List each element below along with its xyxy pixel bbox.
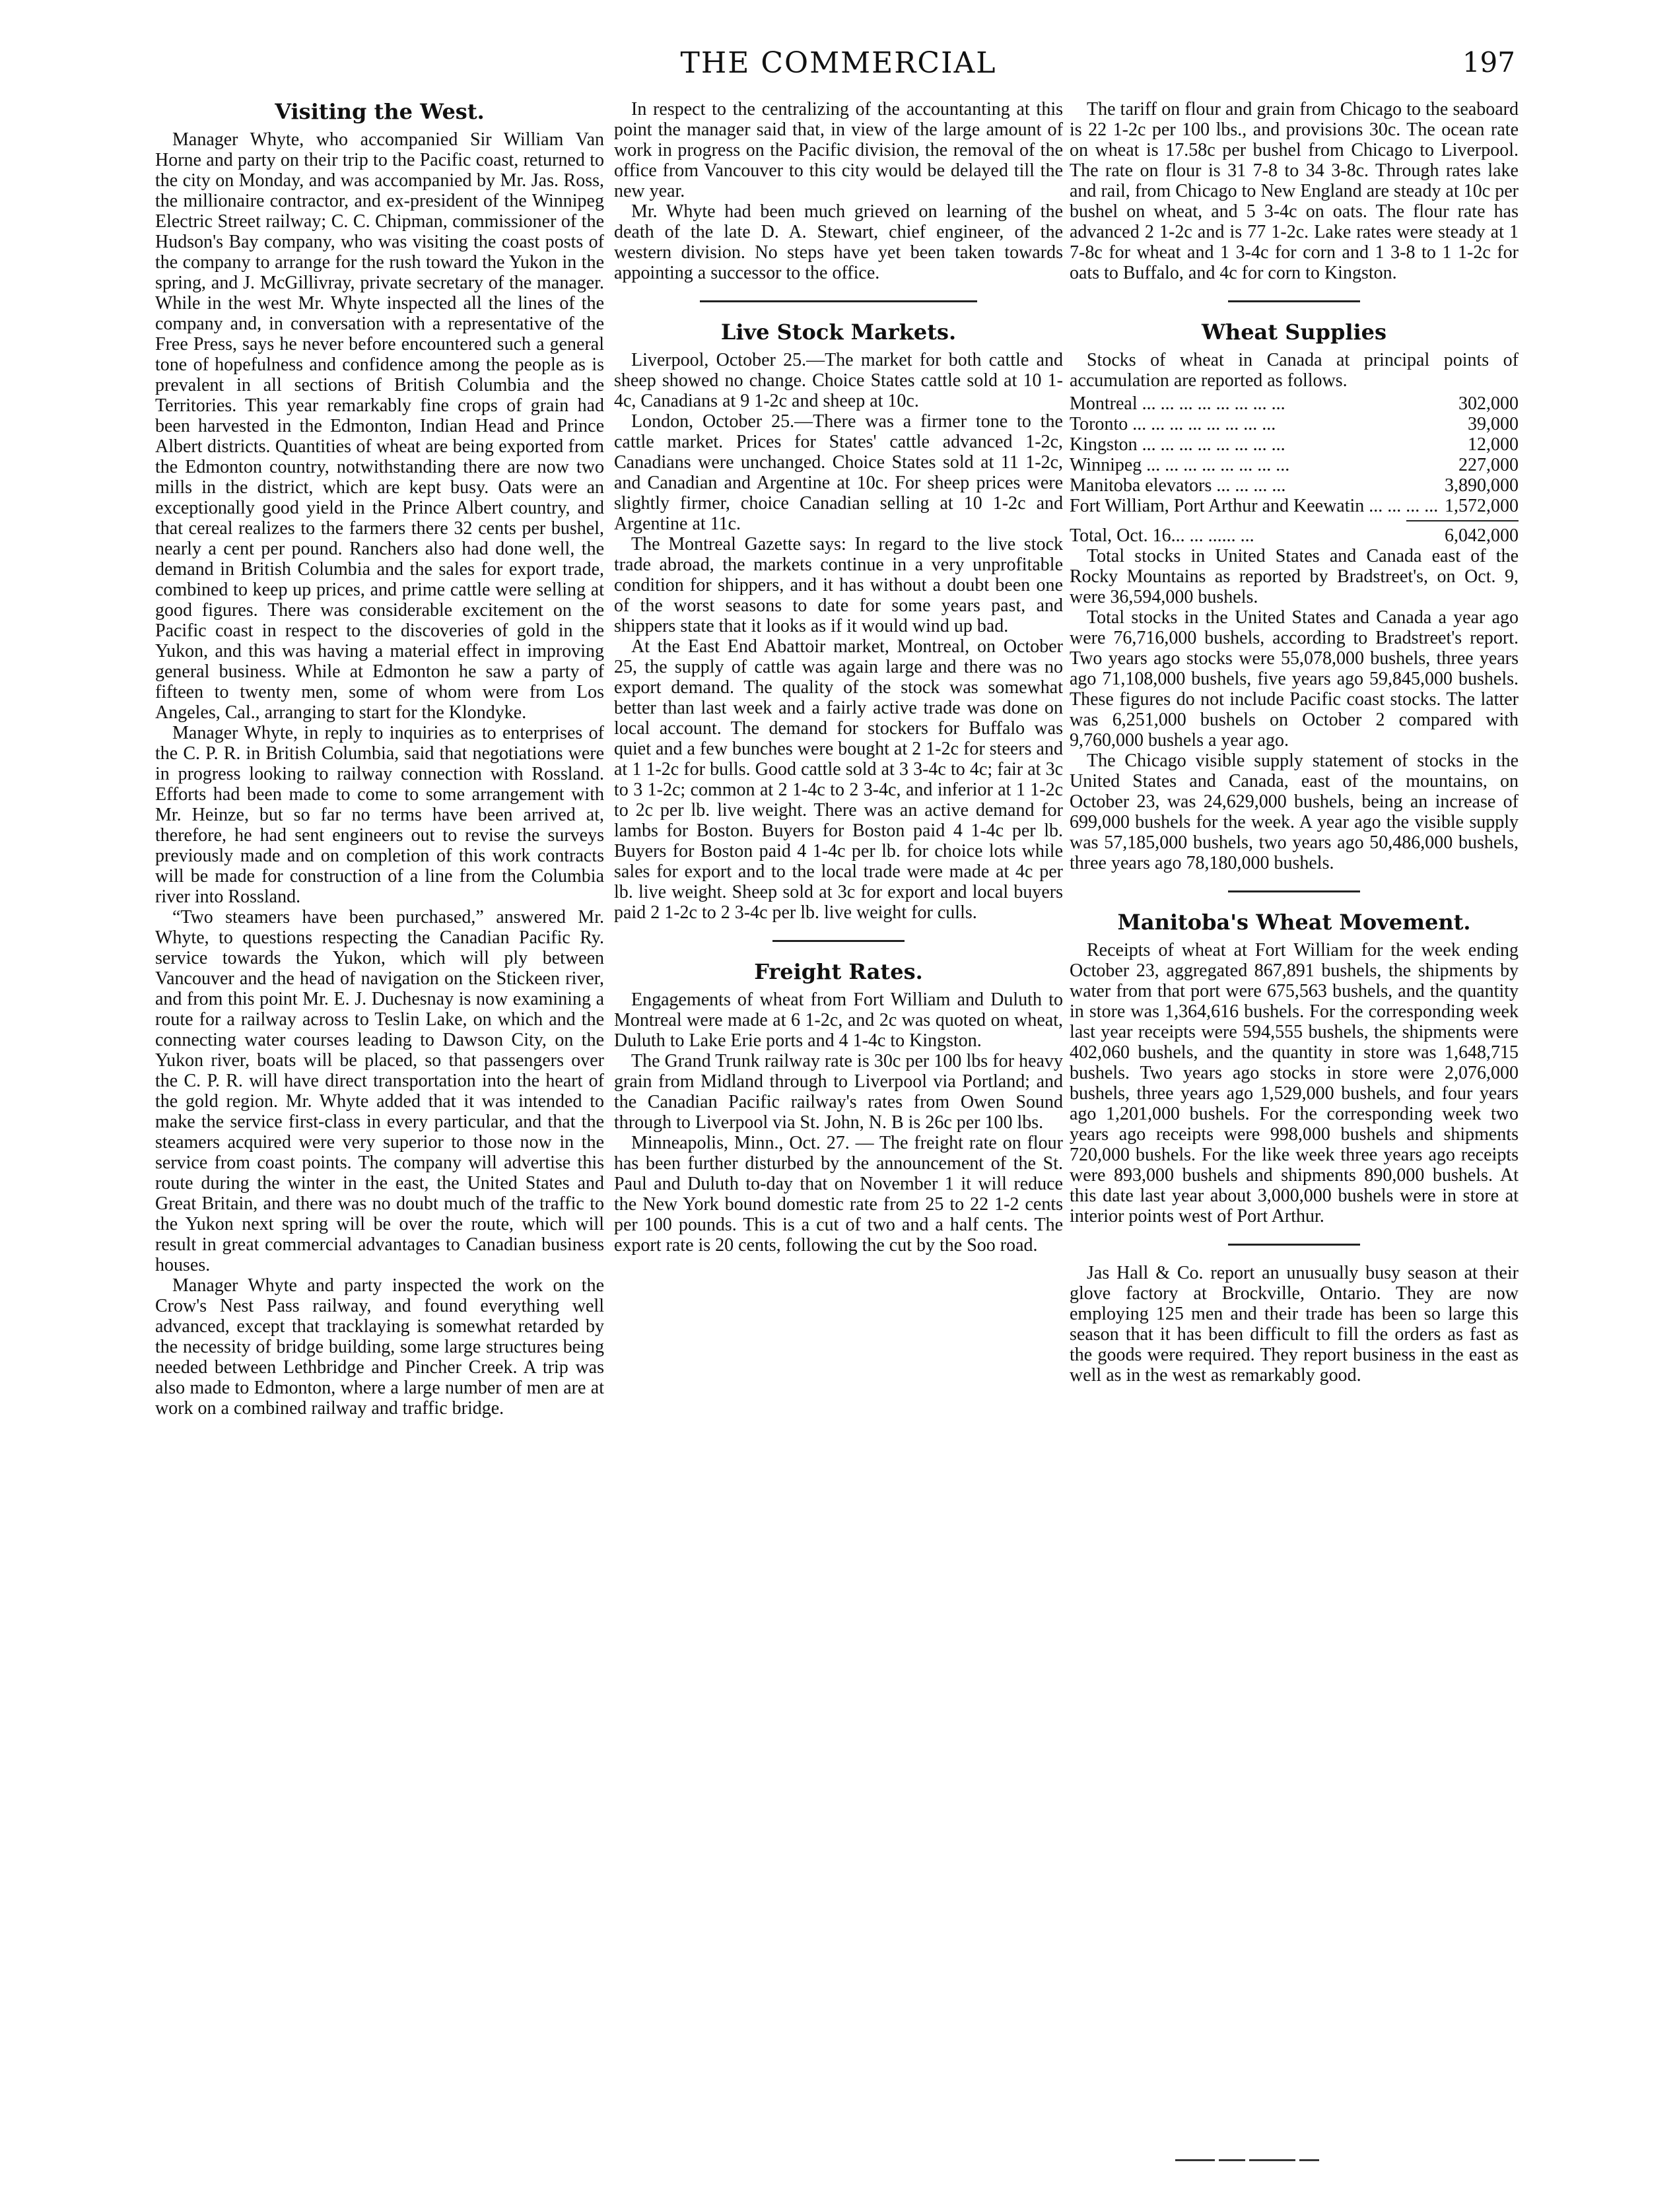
headline-live-stock: Live Stock Markets. xyxy=(720,319,957,345)
article-glove-factory xyxy=(1070,1263,1519,1386)
headline-visiting-west: Visiting the West. xyxy=(275,99,485,124)
paragraph: The Montreal Gazette says: In regard to the live stock trade abroad, the markets continue in a very unprofitable condition for shippers, and it has without a doubt been one of the worst seasons to date for some years past, and shippers state that it looks as if it would wind up bad. xyxy=(614,534,1063,636)
paragraph: Mr. Whyte had been much grieved on learning of the death of the late D. A. Stewart, chief engineer, of the western division. No steps have yet been taken towards appointing a successor to the office. xyxy=(614,201,1063,283)
article-freight-rates xyxy=(614,959,1063,1256)
paragraph: Total stocks in United States and Canada east of the Rocky Mountains as reported by Bradstreet's, on Oct. 9, were 36,594,000 bushels. xyxy=(1070,546,1519,607)
stock-bushels: 1,572,000 xyxy=(1445,496,1519,516)
article-freight-rates-continued xyxy=(1070,99,1519,283)
section-divider xyxy=(1228,1244,1360,1246)
paragraph: The tariff on flour and grain from Chicago to the seaboard is 22 1-2c per 100 lbs., and provisions 30c. The ocean rate on wheat is 17.58c per bushel from Chicago to Liverpool. The rate on flour is 31 7-8 to 34 3-8c. Through rates lake and rail, from Chicago to New England are steady at 10c per bushel on wheat, and 5 3-4c on oats. The flour rate has advanced 2 1-2c and is 77 1-2c. Lake rates were steady at 1 7-8c for wheat and 1 3-4c for corn and 1 3-8 to 1 1-2c for oats to Buffalo, and 4c for corn to Kingston. xyxy=(1070,99,1519,283)
column-3 xyxy=(1070,99,1519,2172)
paragraph: Total stocks in the United States and Canada a year ago were 76,716,000 bushels, according to Bradstreet's report. Two years ago stocks were 55,078,000 bushels, three years ago 71,108,000 bushels, five years ago 59,845,000 bushels. These figures do not include Pacific coast stocks. The latter was 6,251,000 bushels on October 2 compared with 9,760,000 bushels a year ago. xyxy=(1070,607,1519,751)
page-number: 197 xyxy=(1462,46,1515,79)
column-1 xyxy=(155,99,604,2172)
paragraph: Receipts of wheat at Fort William for the week ending October 23, aggregated 867,891 bushels, the shipments by water from that port were 675,563 bushels, and the quantity in store was 1,364,616 bushels. For the corresponding week last year receipts were 594,555 bushels, the shipments were 402,060 bushels, and the quantity in store was 1,648,715 bushels. Two years ago stocks in store were 2,076,000 bushels, three years ago 1,529,000 bushels, and four years ago 1,201,000 bushels. For the corresponding week two years ago receipts were 998,000 bushels and shipments 720,000 bushels. For the like week three years ago receipts were 893,000 bushels and shipments 890,000 bushels. At this date last year about 3,000,000 bushels were in store at interior points west of Port Arthur. xyxy=(1070,940,1519,1226)
total-label: Total, Oct. 16... ... ...... ... xyxy=(1070,525,1254,546)
paragraph: “Two steamers have been purchased,” answered Mr. Whyte, to questions respecting the Canadian Pacific Ry. service towards the Yukon, which will ply between Vancouver and the head of navigation on the Stickeen river, and from this point Mr. E. J. Duchesnay is now examining a route for a railway across to Teslin Lake, on which and the connecting water courses leading to Dawson City, on the Yukon river, boats will be placed, so that passengers over the C. P. R. will have direct transportation into the heart of the gold region. Mr. Whyte added that it was intended to make the service first-class in every particular, and that the steamers acquired were very superior to those now in the service from coast points. The company will advertise this route during the winter in the east, the United States and Great Britain, and there was no doubt much of the traffic to the Yukon next spring will be over the route, which will result in great commercial advantages to Canadian business houses. xyxy=(155,907,604,1275)
section-divider xyxy=(1228,890,1360,892)
paragraph: Manager Whyte and party inspected the work on the Crow's Nest Pass railway, and found everything well advanced, except that tracklaying is somewhat retarded by the necessity of bridge building, some large structures being needed between Lethbridge and Pincher Creek. A trip was also made to Edmonton, where a large number of men are at work on a combined railway and traffic bridge. xyxy=(155,1275,604,1419)
paragraph: Stocks of wheat in Canada at principal points of accumulation are reported as follows. xyxy=(1070,350,1519,391)
article-manitoba-wheat xyxy=(1070,910,1519,1226)
stock-bushels: 3,890,000 xyxy=(1445,475,1519,496)
sum-rule xyxy=(1406,520,1519,521)
article-live-stock xyxy=(614,319,1063,923)
table-row xyxy=(1070,393,1519,414)
section-divider xyxy=(772,940,905,942)
table-row xyxy=(1070,434,1519,455)
stock-bushels: 12,000 xyxy=(1468,434,1519,455)
paragraph: Engagements of wheat from Fort William and Duluth to Montreal were made at 6 1-2c, and 2c was quoted on wheat, Duluth to Lake Erie ports and 4 1-4c to Kingston. xyxy=(614,989,1063,1051)
stock-place: Kingston ... ... ... ... ... ... ... ... xyxy=(1070,434,1285,455)
paragraph: The Grand Trunk railway rate is 30c per 100 lbs for heavy grain from Midland through to Liverpool via Portland; and the Canadian Pacific railway's rates from Owen Sound through to Liverpool via St. John, N. B is 26c per 100 lbs. xyxy=(614,1051,1063,1133)
stock-bushels: 39,000 xyxy=(1468,414,1519,434)
stock-place: Manitoba elevators ... ... ... ... xyxy=(1070,475,1286,496)
section-divider xyxy=(1228,300,1360,302)
table-row xyxy=(1070,496,1519,516)
stock-bushels: 302,000 xyxy=(1458,393,1519,414)
wheat-stocks-table xyxy=(1070,393,1519,516)
running-title: THE COMMERCIAL xyxy=(680,46,997,80)
headline-manitoba-wheat: Manitoba's Wheat Movement. xyxy=(1117,910,1471,935)
article-visiting-west-continued xyxy=(614,99,1063,283)
paragraph: In respect to the centralizing of the accountanting at this point the manager said that, in view of the large amount of work in progress on the Pacific division, the removal of the office from Vancouver to this city would be delayed till the new year. xyxy=(614,99,1063,201)
paragraph: Manager Whyte, in reply to inquiries as to enterprises of the C. P. R. in British Columbia, said that negotiations were in progress looking to railway connection with Rossland. Efforts had been made to come to some arrangement with Mr. Heinze, but so far no terms have been arrived at, therefore, he had sent engineers out to revise the surveys previously made and on completion of this work contracts will be made for construction of a line from the Columbia river into Rossland. xyxy=(155,723,604,907)
headline-wheat-supplies: Wheat Supplies xyxy=(1201,319,1387,345)
total-row xyxy=(1070,525,1519,546)
paragraph: Minneapolis, Minn., Oct. 27. — The freight rate on flour has been further disturbed by the announcement of the St. Paul and Duluth to-day that on November 1 it will reduce the New York bound domestic rate from 25 to 22 1-2 cents per 100 pounds. This is a cut of two and a half cents. The export rate is 20 cents, following the cut by the Soo road. xyxy=(614,1133,1063,1256)
paragraph: Manager Whyte, who accompanied Sir William Van Horne and party on their trip to the Pacific coast, returned to the city on Monday, and was accompanied by Mr. Jas. Ross, the millionaire contractor, and ex-president of the Winnipeg Electric Street railway; C. C. Chipman, commissioner of the Hudson's Bay company, who was visiting the coast posts of the company to arrange for the rush toward the Yukon in the spring, and J. McGillivray, private secretary of the manager. While in the west Mr. Whyte inspected all the lines of the company and, in conversation with a representative of the Free Press, says he never before encountered such a general tone of hopefulness and confidence among the people as is prevalent in all sections of British Columbia and the Territories. This year remarkably fine crops of grain had been harvested in the Edmonton, Indian Head and Prince Albert districts. Quantities of wheat are being exported from the Edmonton country, notwithstanding there are now two mills in the district, which are kept busy. Oats were an exceptionally good yield in the Prince Albert country, and that cereal realizes to the farmers there 32 cents per bushel, nearly a cent per pound. Ranchers also had done well, the demand in British Columbia and the sales for export trade, combined to keep up prices, and prime cattle were selling at good figures. There was considerable excitement on the Pacific coast in respect to the discoveries of gold in the Yukon, and this was having a material effect in improving general business. While at Edmonton he saw a party of fifteen to twenty men, some of whom were from Los Angeles, Cal., arranging to start for the Klondyke. xyxy=(155,129,604,723)
table-row xyxy=(1070,414,1519,434)
stock-bushels: 227,000 xyxy=(1458,455,1519,475)
page-header xyxy=(0,46,1677,86)
column-2 xyxy=(614,99,1063,2172)
article-wheat-supplies xyxy=(1070,319,1519,873)
headline-freight-rates: Freight Rates. xyxy=(754,959,923,984)
section-divider xyxy=(700,300,977,302)
stock-place: Toronto ... ... ... ... ... ... ... ... xyxy=(1070,414,1276,434)
table-row xyxy=(1070,455,1519,475)
footer-rule xyxy=(1175,2153,1340,2159)
total-value: 6,042,000 xyxy=(1445,525,1519,546)
table-row xyxy=(1070,475,1519,496)
paragraph: Liverpool, October 25.—The market for both cattle and sheep showed no change. Choice States cattle sold at 10 1-4c, Canadians at 9 1-2c and sheep at 10c. xyxy=(614,350,1063,411)
paragraph: At the East End Abattoir market, Montreal, on October 25, the supply of cattle was again large and there was no export demand. The quality of the stock was somewhat better than last week and a fairly active trade was done on local account. The demand for stockers for Buffalo was quiet and a few bunches were bought at 2 1-2c for steers and at 1 1-2c for bulls. Good cattle sold at 3 3-4c to 4c; fair at 3c to 3 1-2c; common at 2 1-4c to 2 3-4c, and inferior at 1 1-2c to 2c per lb. live weight. There was an active demand for lambs for Boston. Buyers for Boston paid 4 1-4c per lb. Buyers for Boston paid 4 1-4c per lb. for choice lots while sales for export and to the local trade were made at 4c per lb. live weight. Sheep sold at 3c for export and local buyers paid 2 1-2c to 2 3-4c per lb. live weight for culls. xyxy=(614,636,1063,923)
paragraph: The Chicago visible supply statement of stocks in the United States and Canada, east of the mountains, on October 23, was 24,629,000 bushels, being an increase of 699,000 bushels for the week. A year ago the visible supply was 57,185,000 bushels, two years ago 50,486,000 bushels, three years ago 78,180,000 bushels. xyxy=(1070,751,1519,873)
article-visiting-west xyxy=(155,99,604,1419)
paragraph: Jas Hall & Co. report an unusually busy season at their glove factory at Brockville, Ontario. They are now employing 125 men and their trade has been so large this season that it has been difficult to fill the orders as fast as the goods were required. They report business in the east as well as in the west as remarkably good. xyxy=(1070,1263,1519,1386)
stock-place: Winnipeg ... ... ... ... ... ... ... ... xyxy=(1070,455,1290,475)
paragraph: London, October 25.—There was a firmer tone to the cattle market. Prices for States' cattle advanced 1-2c, Canadians were unchanged. Choice States sold at 11 1-2c, and Canadian and Argentine at 10c. For sheep prices were slightly firmer, choice Canadian selling at 10 1-2c and Argentine at 11c. xyxy=(614,411,1063,534)
stock-place: Montreal ... ... ... ... ... ... ... ... xyxy=(1070,393,1285,414)
stock-place: Fort William, Port Arthur and Keewatin ... ... ... ... xyxy=(1070,496,1439,516)
